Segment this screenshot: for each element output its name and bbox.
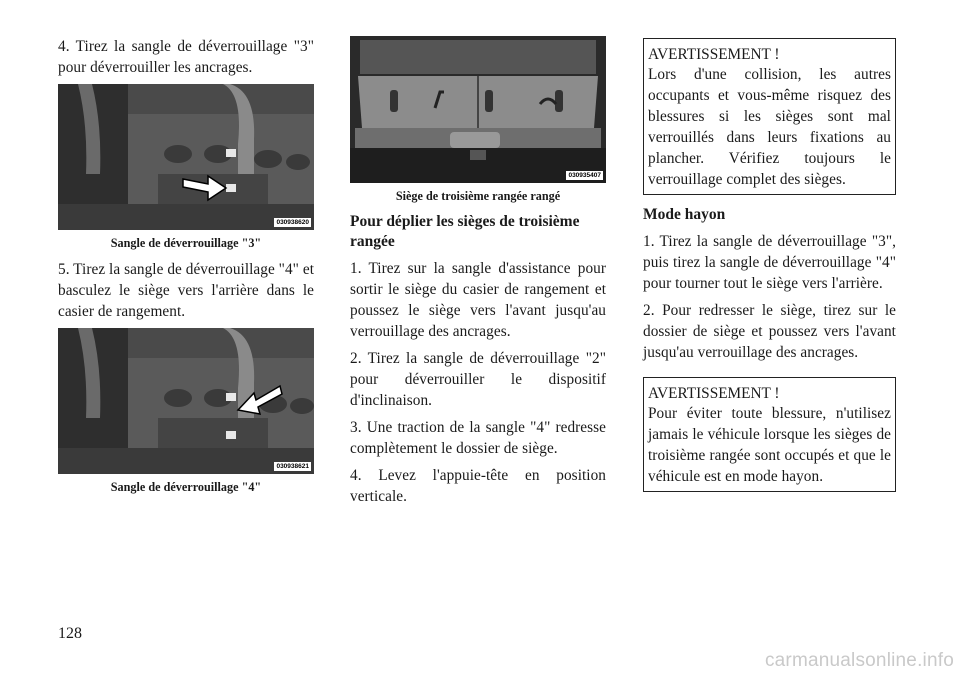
unfold-step-2: 2. Tirez la sangle de déverrouillage "2" pour déverrouiller le dispositif d'inclinaison. bbox=[350, 350, 606, 409]
page-number: 128 bbox=[58, 625, 82, 642]
photo-third-row-stowed bbox=[350, 36, 606, 183]
photo-release-strap-4 bbox=[58, 328, 314, 474]
caption-third-row-stowed: Siège de troisième rangée rangé bbox=[395, 189, 561, 203]
warning-box-tailgate bbox=[643, 377, 896, 492]
unfold-step-4: 4. Levez l'appuie-tête en position verticale. bbox=[350, 467, 606, 505]
photo-release-strap-3-illustration bbox=[58, 84, 314, 230]
photo-code-label: 030938620 bbox=[276, 219, 309, 226]
caption-release-strap-4: Sangle de déverrouillage "4" bbox=[110, 480, 262, 494]
step-4-text: 4. Tirez la sangle de déverrouillage "3" pour déverrouiller les ancrages. bbox=[58, 38, 314, 76]
warning-text: Pour éviter toute blessure, n'utilisez jamais le véhicule lorsque les sièges de troisième rangée sont occupés et que le véhicule est en mode hayon. bbox=[648, 405, 891, 485]
warning-box-collision bbox=[643, 38, 896, 195]
step-5-text: 5. Tirez la sangle de déverrouillage "4" et basculez le siège vers l'arrière dans le casier de rangement. bbox=[58, 261, 314, 320]
photo-release-strap-3 bbox=[58, 84, 314, 230]
column-2 bbox=[350, 36, 606, 513]
warning-title: AVERTISSEMENT ! bbox=[648, 46, 780, 63]
column-1 bbox=[58, 36, 314, 503]
unfold-step-1: 1. Tirez sur la sangle d'assistance pour sortir le siège du casier de rangement et poussez le siège vers l'avant jusqu'au verrouillage des ancrages. bbox=[350, 260, 606, 340]
photo-code-label: 030935407 bbox=[568, 172, 601, 179]
section-heading-tailgate-mode: Mode hayon bbox=[643, 206, 726, 223]
caption-release-strap-3: Sangle de déverrouillage "3" bbox=[110, 236, 262, 250]
column-3 bbox=[643, 38, 896, 502]
warning-title: AVERTISSEMENT ! bbox=[648, 385, 780, 402]
section-heading-unfold-third-row: Pour déplier les sièges de troisième rangée bbox=[350, 213, 580, 250]
warning-text: Lors d'une collision, les autres occupants et vous-même risquez des blessures si les sièges sont mal verrouillés dans leurs fixations au plancher. Vérifiez toujours le verrouillage complet des sièges. bbox=[648, 66, 891, 188]
photo-third-row-stowed-illustration bbox=[350, 36, 606, 183]
watermark: carmanualsonline.info bbox=[764, 650, 954, 671]
photo-code-label: 030938621 bbox=[276, 463, 309, 470]
tailgate-step-1: 1. Tirez la sangle de déverrouillage "3", puis tirez la sangle de déverrouillage "4" pour tourner tout le siège vers l'arrière. bbox=[643, 233, 896, 292]
photo-release-strap-4-illustration bbox=[58, 328, 314, 474]
tailgate-step-2: 2. Pour redresser le siège, tirez sur le dossier de siège et poussez vers l'avant jusqu'au verrouillage des ancrages. bbox=[643, 302, 896, 361]
unfold-step-3: 3. Une traction de la sangle "4" redresse complètement le dossier de siège. bbox=[350, 419, 606, 457]
